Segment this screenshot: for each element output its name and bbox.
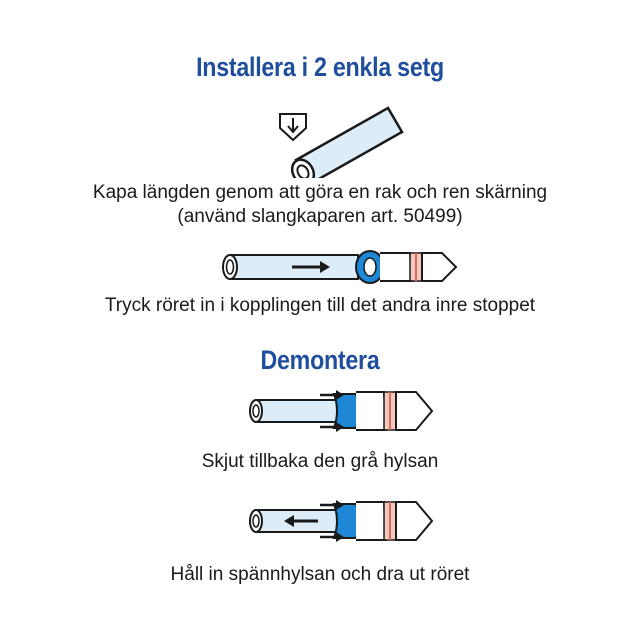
tube-icon — [250, 400, 348, 422]
pull-out-illustration — [244, 496, 444, 546]
install-heading: Installera i 2 enkla setg — [196, 52, 444, 82]
fitting-icon — [334, 502, 432, 540]
install-step1-line1: Kapa längden genom att göra en rak och ren skärning — [92, 182, 548, 203]
fitting-icon — [334, 392, 432, 430]
dismantle-heading: Demontera — [260, 345, 380, 375]
install-step1-caption — [0, 181, 640, 229]
fitting-icon — [356, 251, 456, 283]
dismantle-step2-caption: Håll in spännhylsan och dra ut röret — [170, 564, 470, 585]
push-in-illustration — [220, 248, 470, 288]
dismantle-step1-caption: Skjut tillbaka den grå hylsan — [201, 451, 439, 472]
install-step1-line2: (använd slangkaparen art. 50499) — [177, 206, 463, 227]
install-step2-caption: Tryck röret in i kopplingen till det andra inre stoppet — [104, 295, 536, 316]
tube-icon — [223, 255, 358, 279]
push-back-collet-illustration — [244, 386, 444, 436]
cut-tube-illustration — [270, 98, 430, 178]
